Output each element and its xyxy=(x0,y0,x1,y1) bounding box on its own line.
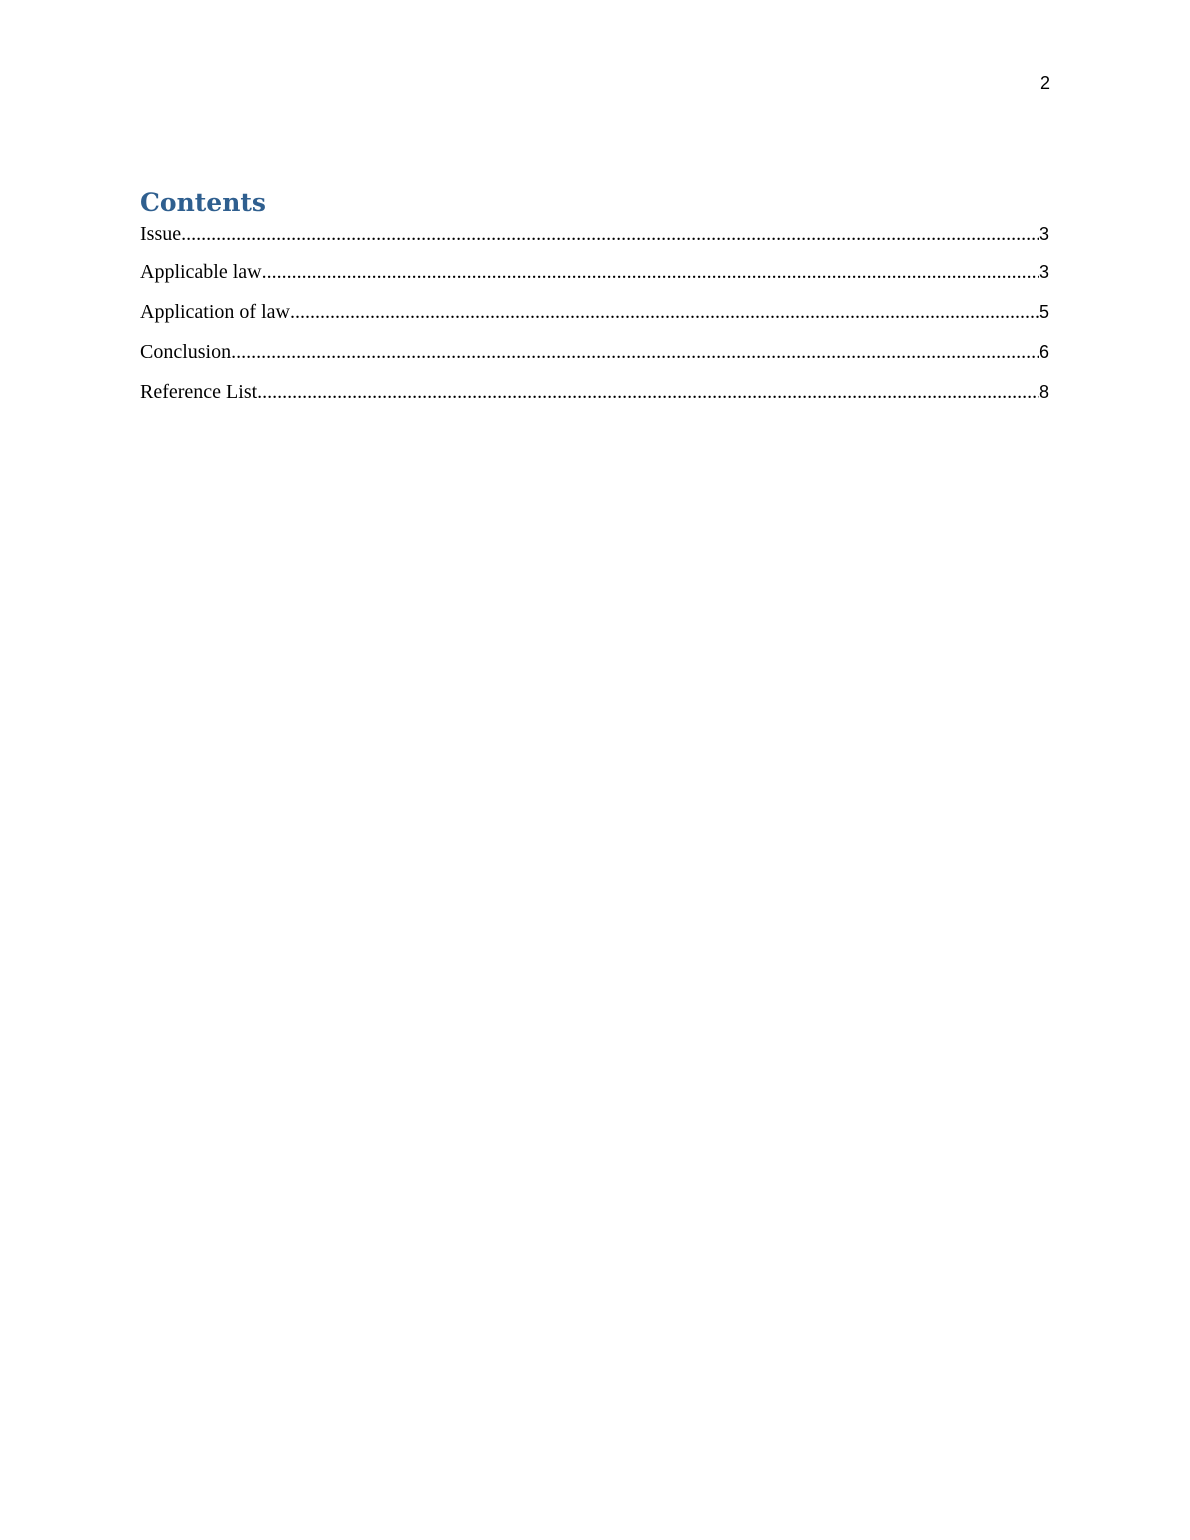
toc-title: Contents xyxy=(140,188,267,217)
toc-entry-reference-list[interactable] xyxy=(140,380,1049,420)
toc-entry-label: Application of law xyxy=(140,301,290,323)
toc-dot-leader xyxy=(181,222,1039,246)
toc-entry-label: Conclusion xyxy=(140,341,232,363)
toc-dot-leader xyxy=(231,340,1039,364)
toc-entry-conclusion[interactable] xyxy=(140,340,1049,380)
toc-dot-leader xyxy=(262,260,1039,284)
page-number: 2 xyxy=(1039,73,1050,93)
toc-entry-application-of-law[interactable] xyxy=(140,300,1049,340)
toc-entry-page: 6 xyxy=(1038,342,1049,362)
toc-dot-leader xyxy=(257,380,1039,404)
toc-entry-page: 3 xyxy=(1038,262,1049,282)
toc-entry-page: 8 xyxy=(1038,382,1049,402)
toc-entry-label: Issue xyxy=(140,223,182,245)
toc-entry-label: Reference List xyxy=(140,381,258,403)
toc-entry-label: Applicable law xyxy=(140,261,262,283)
toc-entry-page: 3 xyxy=(1038,224,1049,244)
toc-entry-page: 5 xyxy=(1038,302,1049,322)
table-of-contents xyxy=(140,186,1049,420)
toc-entry-issue[interactable] xyxy=(140,222,1049,260)
toc-dot-leader xyxy=(290,300,1039,324)
toc-entry-applicable-law[interactable] xyxy=(140,260,1049,300)
